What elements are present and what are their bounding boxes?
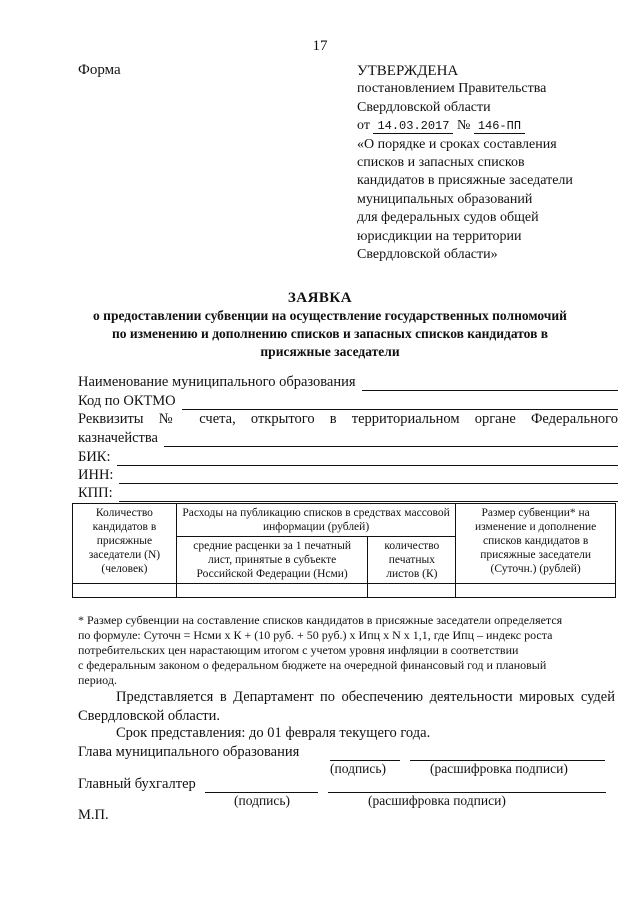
bik-line[interactable] (117, 453, 619, 466)
head-decode-caption: (расшифровка подписи) (430, 761, 568, 776)
approval-title-1: «О порядке и сроках составления (357, 136, 557, 152)
table-header-row (73, 504, 616, 537)
footnote-line-1: * Размер субвенции на составление списков кандидатов в присяжные заседатели определяется (78, 613, 563, 627)
cell-candidates[interactable] (73, 584, 177, 598)
approval-title-3: кандидатов в присяжные заседатели (357, 173, 573, 189)
approval-title-6: юрисдикции на территории (357, 228, 522, 244)
bik-field[interactable] (78, 449, 618, 466)
inn-field[interactable] (78, 467, 618, 484)
inn-label: ИНН: (78, 467, 114, 483)
head-sign-caption: (подпись) (330, 761, 387, 776)
approval-title-7: Свердловской области» (357, 247, 498, 263)
inn-line[interactable] (119, 471, 618, 484)
requisites-label: Реквизиты № счета, открытого в территориальном органе Федерального (78, 411, 618, 427)
footnote (78, 613, 615, 688)
approval-line-1: постановлением Правительства (357, 81, 547, 97)
accountant-label: Главный бухгалтер (78, 776, 196, 792)
oktmo-label: Код по ОКТМО (78, 393, 176, 409)
head-signature-label: Глава муниципального образования (78, 744, 300, 760)
cell-sheets[interactable] (368, 584, 456, 598)
header-average-rates: средние расценки за 1 печатный лист, принятые в субъекте Российской Федерации (Нсми) (176, 537, 368, 584)
oktmo-line[interactable] (182, 397, 618, 410)
footnote-line-5: период. (78, 673, 117, 687)
approval-heading: УТВЕРЖДЕНА (357, 63, 459, 79)
number-prefix: № (456, 118, 471, 134)
approval-date-line (357, 117, 627, 135)
acc-sign-caption: (подпись) (234, 793, 291, 808)
approval-date: 14.03.2017 (373, 119, 453, 134)
table-row[interactable] (73, 584, 616, 598)
cell-rates[interactable] (176, 584, 368, 598)
footnote-line-3: потребительских цен нарастающим итогом с учетом уровня инфляции в соответствии (78, 643, 519, 657)
header-subsidy-size: Размер субвенции* на изменение и дополнение списков кандидатов в присяжные заседатели (Суточн.) (рублей) (456, 504, 616, 584)
page-number: 17 (312, 38, 328, 54)
municipality-line[interactable] (362, 378, 618, 391)
header-candidates-count: Количество кандидатов в присяжные заседатели (N) (человек) (73, 504, 177, 584)
approval-line-2: Свердловской области (357, 99, 491, 115)
date-prefix: от (357, 118, 370, 134)
oktmo-field[interactable] (78, 393, 618, 410)
approval-title-2: списков и запасных списков (357, 155, 525, 171)
submission-paragraph: Представляется в Департамент по обеспечению деятельности мировых судей Свердловской области. (78, 689, 615, 724)
form-label: Форма (78, 62, 121, 78)
deadline-paragraph: Срок представления: до 01 февраля текущего года. (116, 725, 431, 741)
municipality-field[interactable] (78, 374, 618, 391)
bik-label: БИК: (78, 449, 111, 465)
header-sheet-count: количество печатных листов (К) (368, 537, 456, 584)
footnote-line-4: с федеральным законом о федеральном бюджете на очередной финансовый год и плановый (78, 658, 547, 672)
stamp-label: М.П. (78, 807, 109, 823)
treasury-field[interactable] (78, 430, 618, 447)
kpp-field[interactable] (78, 485, 618, 502)
kpp-line[interactable] (119, 489, 618, 502)
header-publication-costs: Расходы на публикацию списков в средствах массовой информации (рублей) (176, 504, 455, 537)
approval-title-5: для федеральных судов общей (357, 210, 539, 226)
treasury-label: казначейства (78, 430, 158, 446)
kpp-label: КПП: (78, 485, 113, 501)
cell-subsidy[interactable] (456, 584, 616, 598)
acc-decode-caption: (расшифровка подписи) (368, 793, 506, 808)
footnote-line-2: по формуле: Суточн = Нсми x К + (10 руб. + 50 руб.) x Ипц x N x 1,1, где Ипц – индекс роста (78, 628, 553, 642)
approval-block (357, 62, 627, 264)
subsidy-table (72, 503, 616, 598)
document-title: ЗАЯВКА (287, 290, 353, 306)
treasury-line[interactable] (164, 434, 618, 447)
municipality-label: Наименование муниципального образования (78, 374, 356, 390)
approval-number: 146-ПП (474, 119, 525, 134)
approval-title-4: муниципальных образований (357, 191, 533, 207)
document-subtitle: о предоставлении субвенции на осуществление государственных полномочий по изменению и дополнению списков и запасных списков кандидатов в присяжные заседатели (93, 308, 567, 359)
